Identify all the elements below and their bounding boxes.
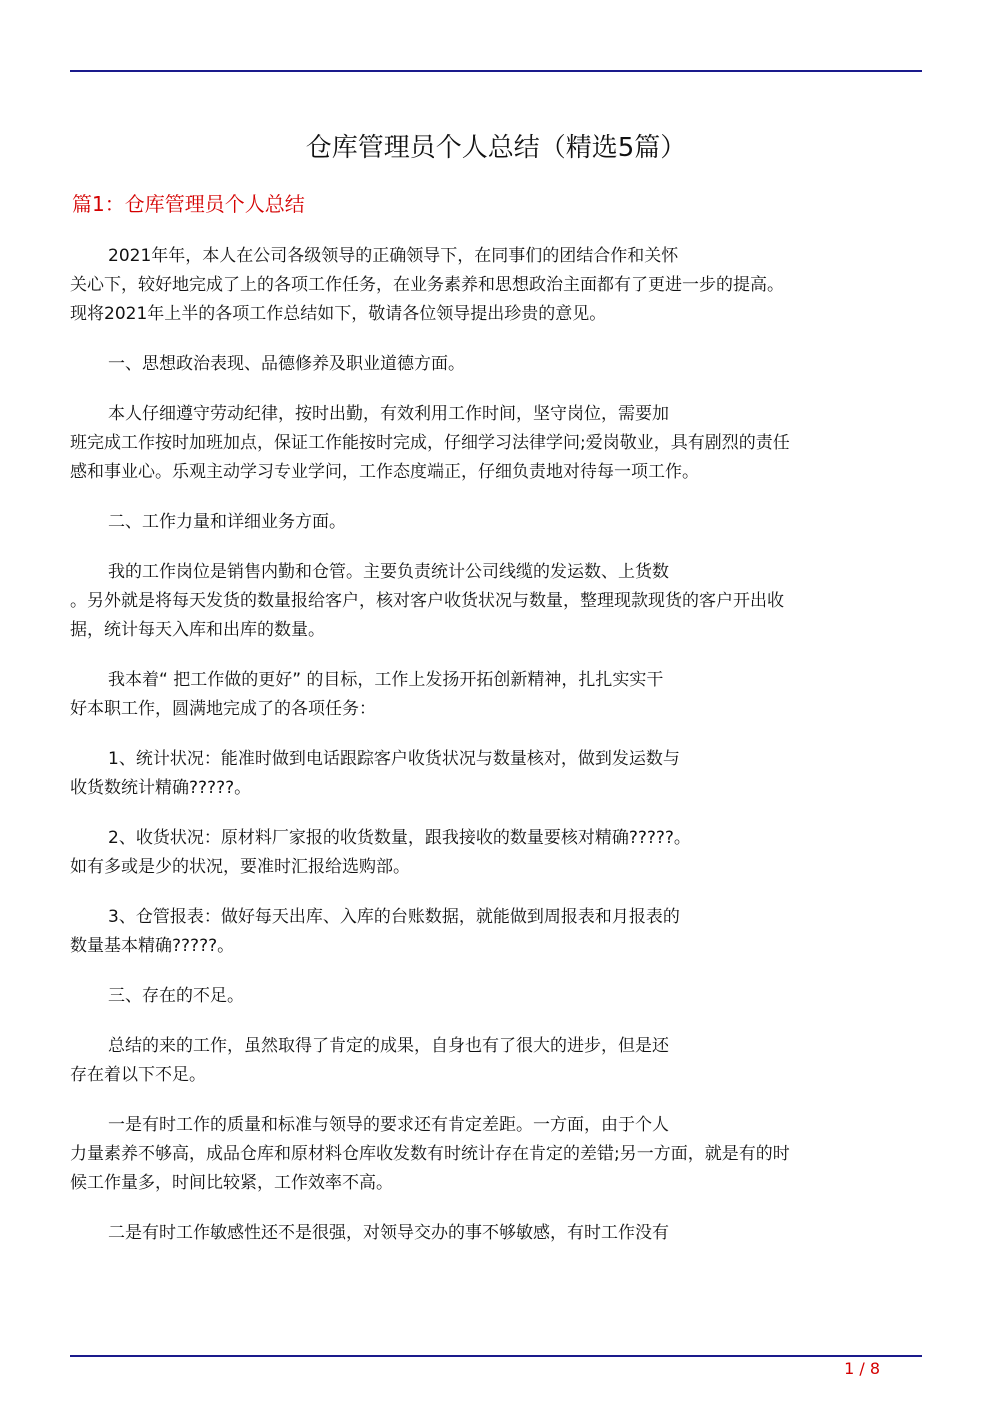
- paragraph: [70, 982, 922, 1011]
- paragraph-line: 感和事业心。乐观主动学习专业学问，工作态度端正，仔细负责地对待每一项工作。: [70, 462, 699, 482]
- paragraph-line: 1、统计状况：能准时做到电话跟踪客户收货状况与数量核对，做到发运数与: [108, 749, 680, 769]
- paragraph-line: 如有多或是少的状况，要准时汇报给选购部。: [70, 857, 410, 877]
- page-indicator: 1 / 8: [844, 1359, 880, 1378]
- paragraph: [70, 666, 922, 724]
- paragraph-line: 二是有时工作敏感性还不是很强，对领导交办的事不够敏感，有时工作没有: [108, 1223, 669, 1243]
- paragraph-line: 据，统计每天入库和出库的数量。: [70, 620, 325, 640]
- document-body: [70, 242, 922, 1269]
- paragraph-line: 一、思想政治表现、品德修养及职业道德方面。: [108, 354, 465, 374]
- paragraph-line: 候工作量多，时间比较紧，工作效率不高。: [70, 1173, 393, 1193]
- paragraph-line: 二、工作力量和详细业务方面。: [108, 512, 346, 532]
- header-rule: [70, 70, 922, 72]
- paragraph: [70, 350, 922, 379]
- paragraph-line: 现将2021年上半的各项工作总结如下，敬请各位领导提出珍贵的意见。: [70, 304, 607, 324]
- paragraph-line: 存在着以下不足。: [70, 1065, 206, 1085]
- paragraph-line: 总结的来的工作，虽然取得了肯定的成果，自身也有了很大的进步，但是还: [108, 1036, 669, 1056]
- paragraph-line: 好本职工作，圆满地完成了的各项任务：: [70, 699, 376, 719]
- paragraph: [70, 242, 922, 329]
- paragraph-line: 我的工作岗位是销售内勤和仓管。主要负责统计公司线缆的发运数、上货数: [108, 562, 669, 582]
- paragraph-line: 力量素养不够高，成品仓库和原材料仓库收发数有时统计存在肯定的差错;另一方面，就是有的时: [70, 1144, 790, 1164]
- paragraph: [70, 824, 922, 882]
- section-heading: 篇1：仓库管理员个人总结: [72, 192, 305, 216]
- paragraph-line: 班完成工作按时加班加点，保证工作能按时完成，仔细学习法律学问;爱岗敬业，具有剧烈的责任: [70, 433, 790, 453]
- paragraph-line: 数量基本精确?????。: [70, 936, 235, 956]
- paragraph-line: 3、仓管报表：做好每天出库、入库的台账数据，就能做到周报表和月报表的: [108, 907, 680, 927]
- paragraph-line: 关心下，较好地完成了上的各项工作任务，在业务素养和思想政治主面都有了更进一步的提高。: [70, 275, 784, 295]
- paragraph-line: 。另外就是将每天发货的数量报给客户，核对客户收货状况与数量，整理现款现货的客户开出收: [70, 591, 784, 611]
- paragraph-line: 收货数统计精确?????。: [70, 778, 252, 798]
- paragraph: [70, 1219, 922, 1248]
- paragraph-line: 我本着“ 把工作做的更好” 的目标，工作上发扬开拓创新精神，扎扎实实干: [108, 670, 664, 690]
- footer-rule: [70, 1355, 922, 1357]
- paragraph-line: 2、收货状况：原材料厂家报的收货数量，跟我接收的数量要核对精确?????。: [108, 828, 691, 848]
- paragraph: [70, 1032, 922, 1090]
- paragraph-line: 一是有时工作的质量和标准与领导的要求还有肯定差距。一方面，由于个人: [108, 1115, 669, 1135]
- paragraph-line: 2021年年，本人在公司各级领导的正确领导下，在同事们的团结合作和关怀: [108, 246, 679, 266]
- document-title: 仓库管理员个人总结（精选5篇）: [305, 133, 687, 163]
- paragraph: [70, 745, 922, 803]
- paragraph-line: 三、存在的不足。: [108, 986, 244, 1006]
- paragraph: [70, 558, 922, 645]
- paragraph: [70, 1111, 922, 1198]
- paragraph: [70, 903, 922, 961]
- paragraph: [70, 400, 922, 487]
- paragraph: [70, 508, 922, 537]
- paragraph-line: 本人仔细遵守劳动纪律，按时出勤，有效利用工作时间，坚守岗位，需要加: [108, 404, 669, 424]
